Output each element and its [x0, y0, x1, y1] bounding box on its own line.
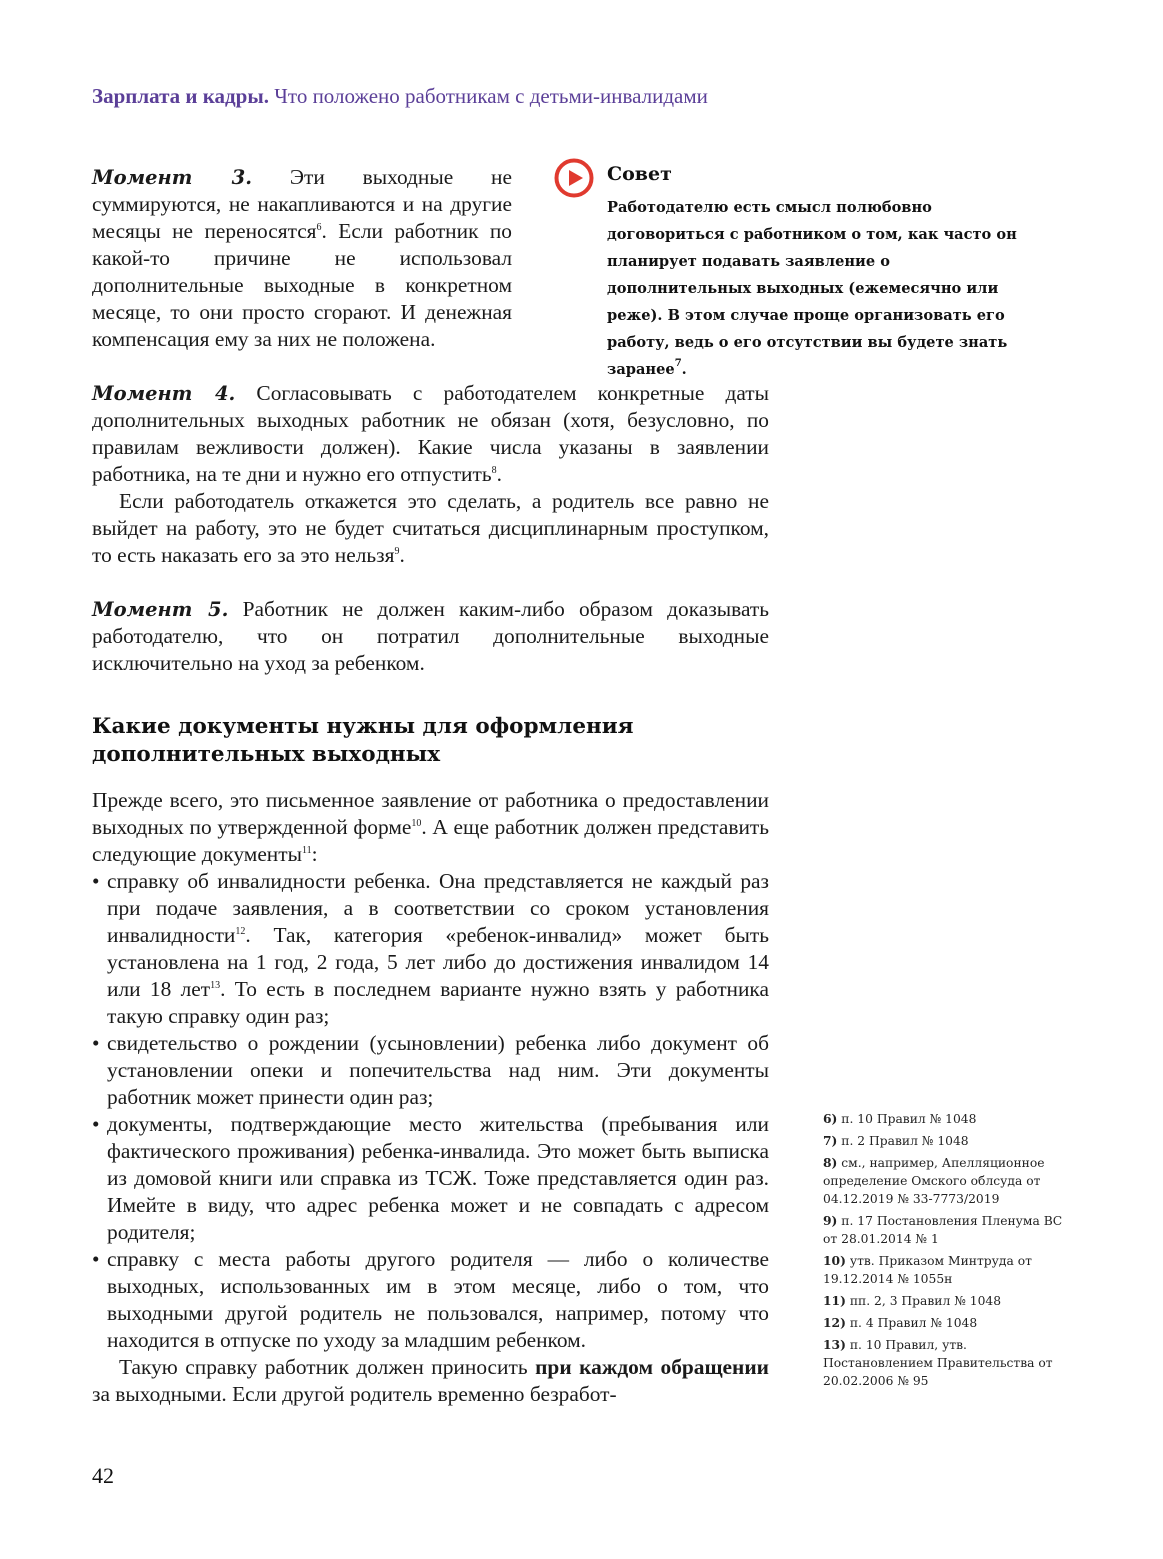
footnote-number: 8) — [823, 1155, 838, 1170]
footnote-ref-12: 12 — [235, 926, 246, 937]
documents-intro-text-2: . А еще работник должен представить следующие документы — [92, 815, 769, 866]
documents-intro-colon: : — [311, 842, 318, 866]
list-item — [92, 1111, 769, 1246]
moment-3-paragraph — [92, 164, 512, 353]
advice-title: Совет — [607, 163, 672, 185]
play-circle-icon — [553, 157, 595, 199]
footnote-ref-9: 9 — [394, 546, 400, 557]
moment-4-block — [92, 380, 769, 569]
footnote-number: 9) — [823, 1213, 838, 1228]
footnote-text: см., например, Апелляционное определение Омского облсуда от 04.12.2019 № 33-7773/2019 — [823, 1156, 1045, 1206]
moment-4-para2-end: . — [399, 543, 405, 567]
list-item — [92, 1030, 769, 1111]
moment-3-text: Эти выходные не суммируются, не накапливаются и на другие месяцы не переносятся — [92, 165, 512, 243]
closing-emphasis: при каждом обращении — [535, 1355, 770, 1379]
documents-closing — [92, 1354, 769, 1408]
footnote-ref-7: 7 — [674, 358, 682, 369]
footnote-6 — [823, 1110, 1063, 1128]
list-item-text-3: . То есть в последнем варианте нужно взять у работника такую справку один раз; — [107, 977, 769, 1028]
list-item-text: свидетельство о рождении (усыновлении) ребенка либо документ об установлении опеки и попечительства над ним. Эти документы работник может принести один раз; — [107, 1031, 769, 1109]
advice-body: Работодателю есть смысл полюбовно договориться с работником о том, как часто он планирует подавать заявление о дополнительных выходных (ежемесячно или реже). В этом случае проще организовать его работу, ведь о его отсутствии вы будете знать заранее — [607, 199, 1017, 378]
footnote-number: 13) — [823, 1337, 846, 1352]
moment-3-text-cont: . Если работник по какой-то причине не использовал дополнительные выходные в конкретном месяце, то они просто сгорают. И денежная компенсация ему за них не положена. — [92, 219, 512, 351]
page-number: 42 — [92, 1463, 114, 1488]
documents-intro-text: Прежде всего, это письменное заявление от работника о предоставлении выходных по утвержденной форме — [92, 788, 769, 839]
footnote-ref-6: 6 — [316, 222, 322, 233]
documents-block — [92, 787, 769, 1408]
documents-intro — [92, 787, 769, 868]
footnote-ref-13: 13 — [210, 980, 221, 991]
footnote-7 — [823, 1132, 1063, 1150]
list-item-text: справку об инвалидности ребенка. Она представляется не каждый раз при подаче заявления, а в соответствии со сроком установления инвалидности — [107, 869, 769, 947]
list-item-text: справку с места работы другого родителя — либо о количестве выходных, использованных им в этом месяце, либо о том, что выходными другой родитель не пользовался, например, потому что находится в отпуске по уходу за младшим ребенком. — [107, 1247, 769, 1352]
running-head-title: Что положено работникам с детьми-инвалидами — [274, 84, 708, 108]
moment-5-label: Момент 5. — [92, 598, 229, 621]
section-heading: Какие документы нужны для оформления дополнительных выходных — [92, 714, 634, 767]
advice-text — [607, 194, 1032, 383]
footnote-ref-8: 8 — [491, 465, 497, 476]
moment-4-paragraph-2 — [92, 488, 769, 569]
list-item — [92, 1246, 769, 1354]
moment-4-para2-text: Если работодатель откажется это сделать, а родитель все равно не выйдет на работу, это не будет считаться дисциплинарным проступком, то есть наказать его за это нельзя — [92, 489, 769, 567]
footnote-text: п. 4 Правил № 1048 — [845, 1316, 978, 1330]
footnote-number: 10) — [823, 1253, 846, 1268]
footnote-number: 12) — [823, 1315, 846, 1330]
closing-text: Такую справку работник должен приносить — [119, 1355, 536, 1379]
moment-4-label: Момент 4. — [92, 382, 236, 405]
running-head — [92, 84, 708, 109]
footnote-9 — [823, 1212, 1063, 1248]
footnote-11 — [823, 1292, 1063, 1310]
list-item — [92, 868, 769, 1030]
footnote-ref-11: 11 — [301, 845, 312, 856]
footnote-number: 7) — [823, 1133, 838, 1148]
advice-end: . — [681, 361, 687, 378]
footnote-ref-10: 10 — [411, 818, 422, 829]
moment-4-text: Согласовывать с работодателем конкретные даты дополнительных выходных работник не обязан (хотя, безусловно, по правилам вежливости должен). Какие числа указаны в заявлении работника, на те дни и нужно его отпустить — [92, 381, 770, 486]
moment-3-label: Момент 3. — [92, 166, 253, 189]
footnote-number: 11) — [823, 1293, 846, 1308]
footnote-text: пп. 2, 3 Правил № 1048 — [845, 1294, 1002, 1308]
moment-4-paragraph — [92, 380, 769, 488]
footnote-12 — [823, 1314, 1063, 1332]
footnote-13 — [823, 1336, 1063, 1390]
footnote-text: п. 2 Правил № 1048 — [837, 1134, 969, 1148]
running-head-section: Зарплата и кадры. — [92, 84, 270, 108]
list-item-text: документы, подтверждающие место жительства (пребывания или фактического проживания) ребенка-инвалида. Это может быть выписка из домовой книги или справка из ТСЖ. Тоже представляется один раз. Имейте в виду, что адрес ребенка может и не совпадать с адресом родителя; — [107, 1112, 769, 1244]
footnote-text: п. 10 Правил № 1048 — [837, 1112, 977, 1126]
footnote-number: 6) — [823, 1111, 838, 1126]
footnote-text: п. 17 Постановления Пленума ВС от 28.01.2014 № 1 — [823, 1214, 1063, 1246]
footnotes — [823, 1110, 1063, 1394]
list-item-text-2: . Так, категория «ребенок-инвалид» может быть установлена на 1 год, 2 года, 5 лет либо до достижения инвалидом 14 или 18 лет — [107, 923, 769, 1001]
moment-5-paragraph — [92, 596, 769, 677]
documents-list — [92, 868, 769, 1354]
moment-4-text-end: . — [496, 462, 502, 486]
closing-text-2: за выходными. Если другой родитель временно безработ- — [92, 1382, 617, 1406]
footnote-8 — [823, 1154, 1063, 1208]
footnote-text: п. 10 Правил, утв. Постановлением Правительства от 20.02.2006 № 95 — [823, 1338, 1053, 1388]
footnote-text: утв. Приказом Минтруда от 19.12.2014 № 1055н — [823, 1254, 1032, 1286]
footnote-10 — [823, 1252, 1063, 1288]
moment-5-text: Работник не должен каким-либо образом доказывать работодателю, что он потратил дополнительные выходные исключительно на уход за ребенком. — [92, 597, 770, 675]
